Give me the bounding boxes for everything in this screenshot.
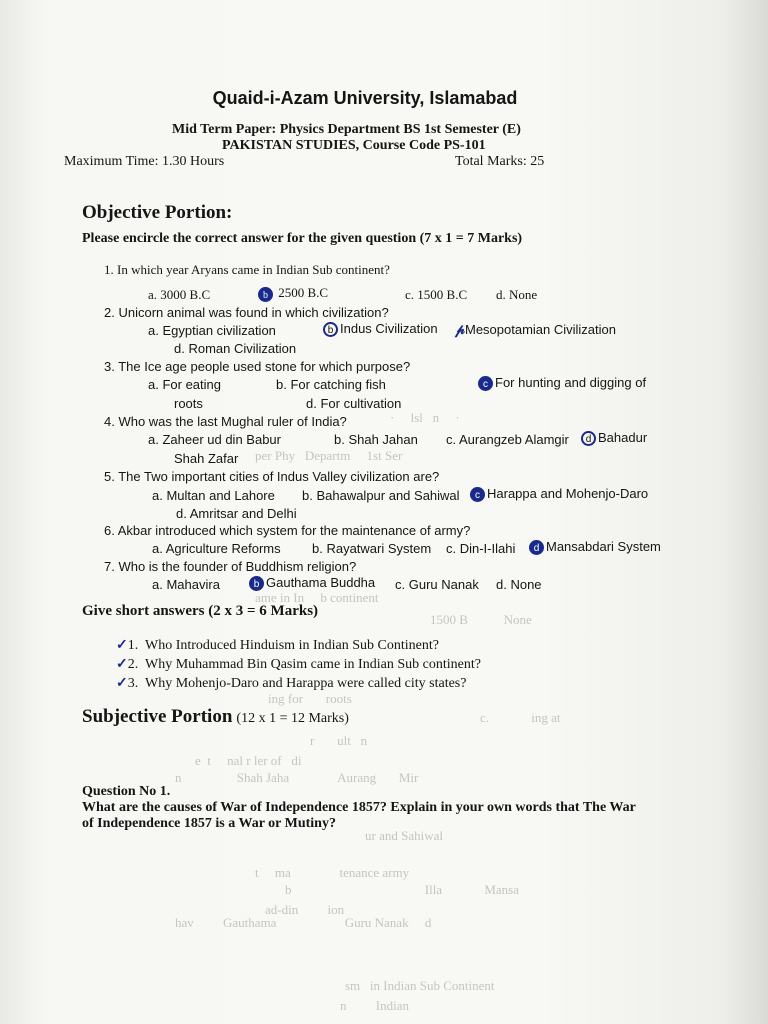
bleed-text: ing for roots (268, 691, 352, 706)
bleed-text: n Indian (340, 998, 409, 1013)
objective-heading: Objective Portion: (82, 202, 233, 223)
q7-option-d: d. None (496, 577, 542, 592)
q6-option-c: c. Din-I-Ilahi (446, 541, 516, 556)
bleed-text: b Illa Mansa (285, 882, 519, 897)
q7-option-c: c. Guru Nanak (395, 577, 479, 592)
question-5: 5. The Two important cities of Indus Valley civilization are? (104, 469, 440, 484)
q7-option-a: a. Mahavira (152, 577, 220, 592)
q4-option-d-cont: Shah Zafar (174, 451, 239, 466)
q3-option-d: d. For cultivation (306, 396, 402, 411)
q6-option-b: b. Rayatwari System (312, 541, 432, 556)
q3-option-c-cont: roots (174, 396, 203, 411)
q7-option-b: b Gauthama Buddha (249, 575, 375, 591)
bleed-text: 1500 B None (430, 612, 532, 627)
bleed-text: c. ing at (480, 710, 561, 725)
q5-option-a: a. Multan and Lahore (152, 488, 275, 503)
q6-option-d: d Mansabdari System (529, 539, 661, 555)
q3-option-a: a. For eating (148, 377, 221, 392)
tick-mark-icon: ✓ (116, 657, 128, 672)
question-7: 7. Who is the founder of Buddhism religion? (104, 559, 357, 574)
bleed-text: r ult n (310, 733, 368, 748)
circle-mark-icon: c (478, 376, 493, 391)
q4-option-a: a. Zaheer ud din Babur (148, 432, 281, 447)
question-2: 2. Unicorn animal was found in which civilization? (104, 305, 389, 320)
q1-option-c: c. 1500 B.C (405, 287, 468, 302)
circle-mark-icon: d (529, 540, 544, 555)
university-title: Quaid-i-Azam University, Islamabad (212, 88, 518, 108)
short-question-3: ✓3. Why Mohenjo-Daro and Harappa were called city states? (116, 676, 467, 691)
q3-option-b: b. For catching fish (276, 377, 386, 392)
circle-mark-icon: b (323, 322, 338, 337)
circle-mark-icon: b (258, 287, 273, 302)
q2-option-a: a. Egyptian civilization (148, 323, 276, 338)
question-6: 6. Akbar introduced which system for the maintenance of army? (104, 523, 471, 538)
q3-option-c: c For hunting and digging of (478, 375, 646, 391)
short-answers-heading: Give short answers (2 x 3 = 6 Marks) (82, 603, 319, 619)
q5-option-b: b. Bahawalpur and Sahiwal (302, 488, 460, 503)
short-question-1: ✓1. Who Introduced Hinduism in Indian Sub Continent? (116, 638, 439, 653)
circle-mark-icon: b (249, 576, 264, 591)
circle-mark-icon: c (470, 487, 485, 502)
q6-option-a: a. Agriculture Reforms (152, 541, 281, 556)
subjective-question-line-1: What are the causes of War of Independence 1857? Explain in your own words that The War (82, 800, 636, 815)
subjective-heading: Subjective Portion (12 x 1 = 12 Marks) (82, 706, 349, 727)
q5-option-c: c Harappa and Mohenjo-Daro (470, 486, 648, 502)
paper-title: Mid Term Paper: Physics Department BS 1st Semester (E) (172, 122, 521, 137)
question-no-1: Question No 1. (82, 784, 171, 799)
q5-option-d: d. Amritsar and Delhi (176, 506, 297, 521)
short-question-2: ✓2. Why Muhammad Bin Qasim came in Indian Sub continent? (116, 657, 481, 672)
objective-instruction: Please encircle the correct answer for the given question (7 x 1 = 7 Marks) (82, 231, 523, 246)
subjective-question-line-2: of Independence 1857 is a War or Mutiny? (82, 816, 336, 831)
bleed-text: n Shah Jaha Aurang Mir (175, 770, 419, 785)
question-4: 4. Who was the last Mughal ruler of India? (104, 414, 347, 429)
tick-mark-icon: ✓ (116, 676, 128, 691)
q2-option-b: b Indus Civilization (323, 321, 438, 337)
q4-option-d: d Bahadur (581, 430, 647, 446)
scribble-icon: 𝓅 (455, 321, 465, 337)
q4-option-c: c. Aurangzeb Alamgir (446, 432, 569, 447)
bleed-text: per Phy Departm 1st Ser (255, 448, 403, 463)
q1-option-b: b 2500 B.C (258, 285, 328, 302)
max-time: Maximum Time: 1.30 Hours (64, 154, 225, 169)
bleed-text: hav Gauthama Guru Nanak d (175, 915, 432, 930)
tick-mark-icon: ✓ (116, 638, 128, 653)
bleed-text: · lsl n · (390, 410, 460, 425)
question-3: 3. The Ice age people used stone for which purpose? (104, 359, 411, 374)
q2-option-c: 𝓅Mesopotamian Civilization (455, 321, 616, 337)
bleed-text: t ma tenance army (255, 865, 410, 880)
q4-option-b: b. Shah Jahan (334, 432, 418, 447)
q2-option-d: d. Roman Civilization (174, 341, 297, 356)
circle-mark-icon: d (581, 431, 596, 446)
total-marks: Total Marks: 25 (455, 154, 545, 169)
bleed-text: ad-din ion (265, 902, 345, 917)
bleed-text: e t nal r ler of di (195, 753, 302, 768)
bleed-text: sm in Indian Sub Continent (345, 978, 495, 993)
bleed-text: ame in In b continent (255, 590, 379, 605)
q1-option-d: d. None (496, 287, 538, 302)
bleed-text: ur and Sahiwal (365, 828, 443, 843)
question-1: 1. In which year Aryans came in Indian Sub continent? (104, 262, 390, 277)
q1-option-a: a. 3000 B.C (148, 287, 211, 302)
course-title: PAKISTAN STUDIES, Course Code PS-101 (222, 138, 486, 153)
